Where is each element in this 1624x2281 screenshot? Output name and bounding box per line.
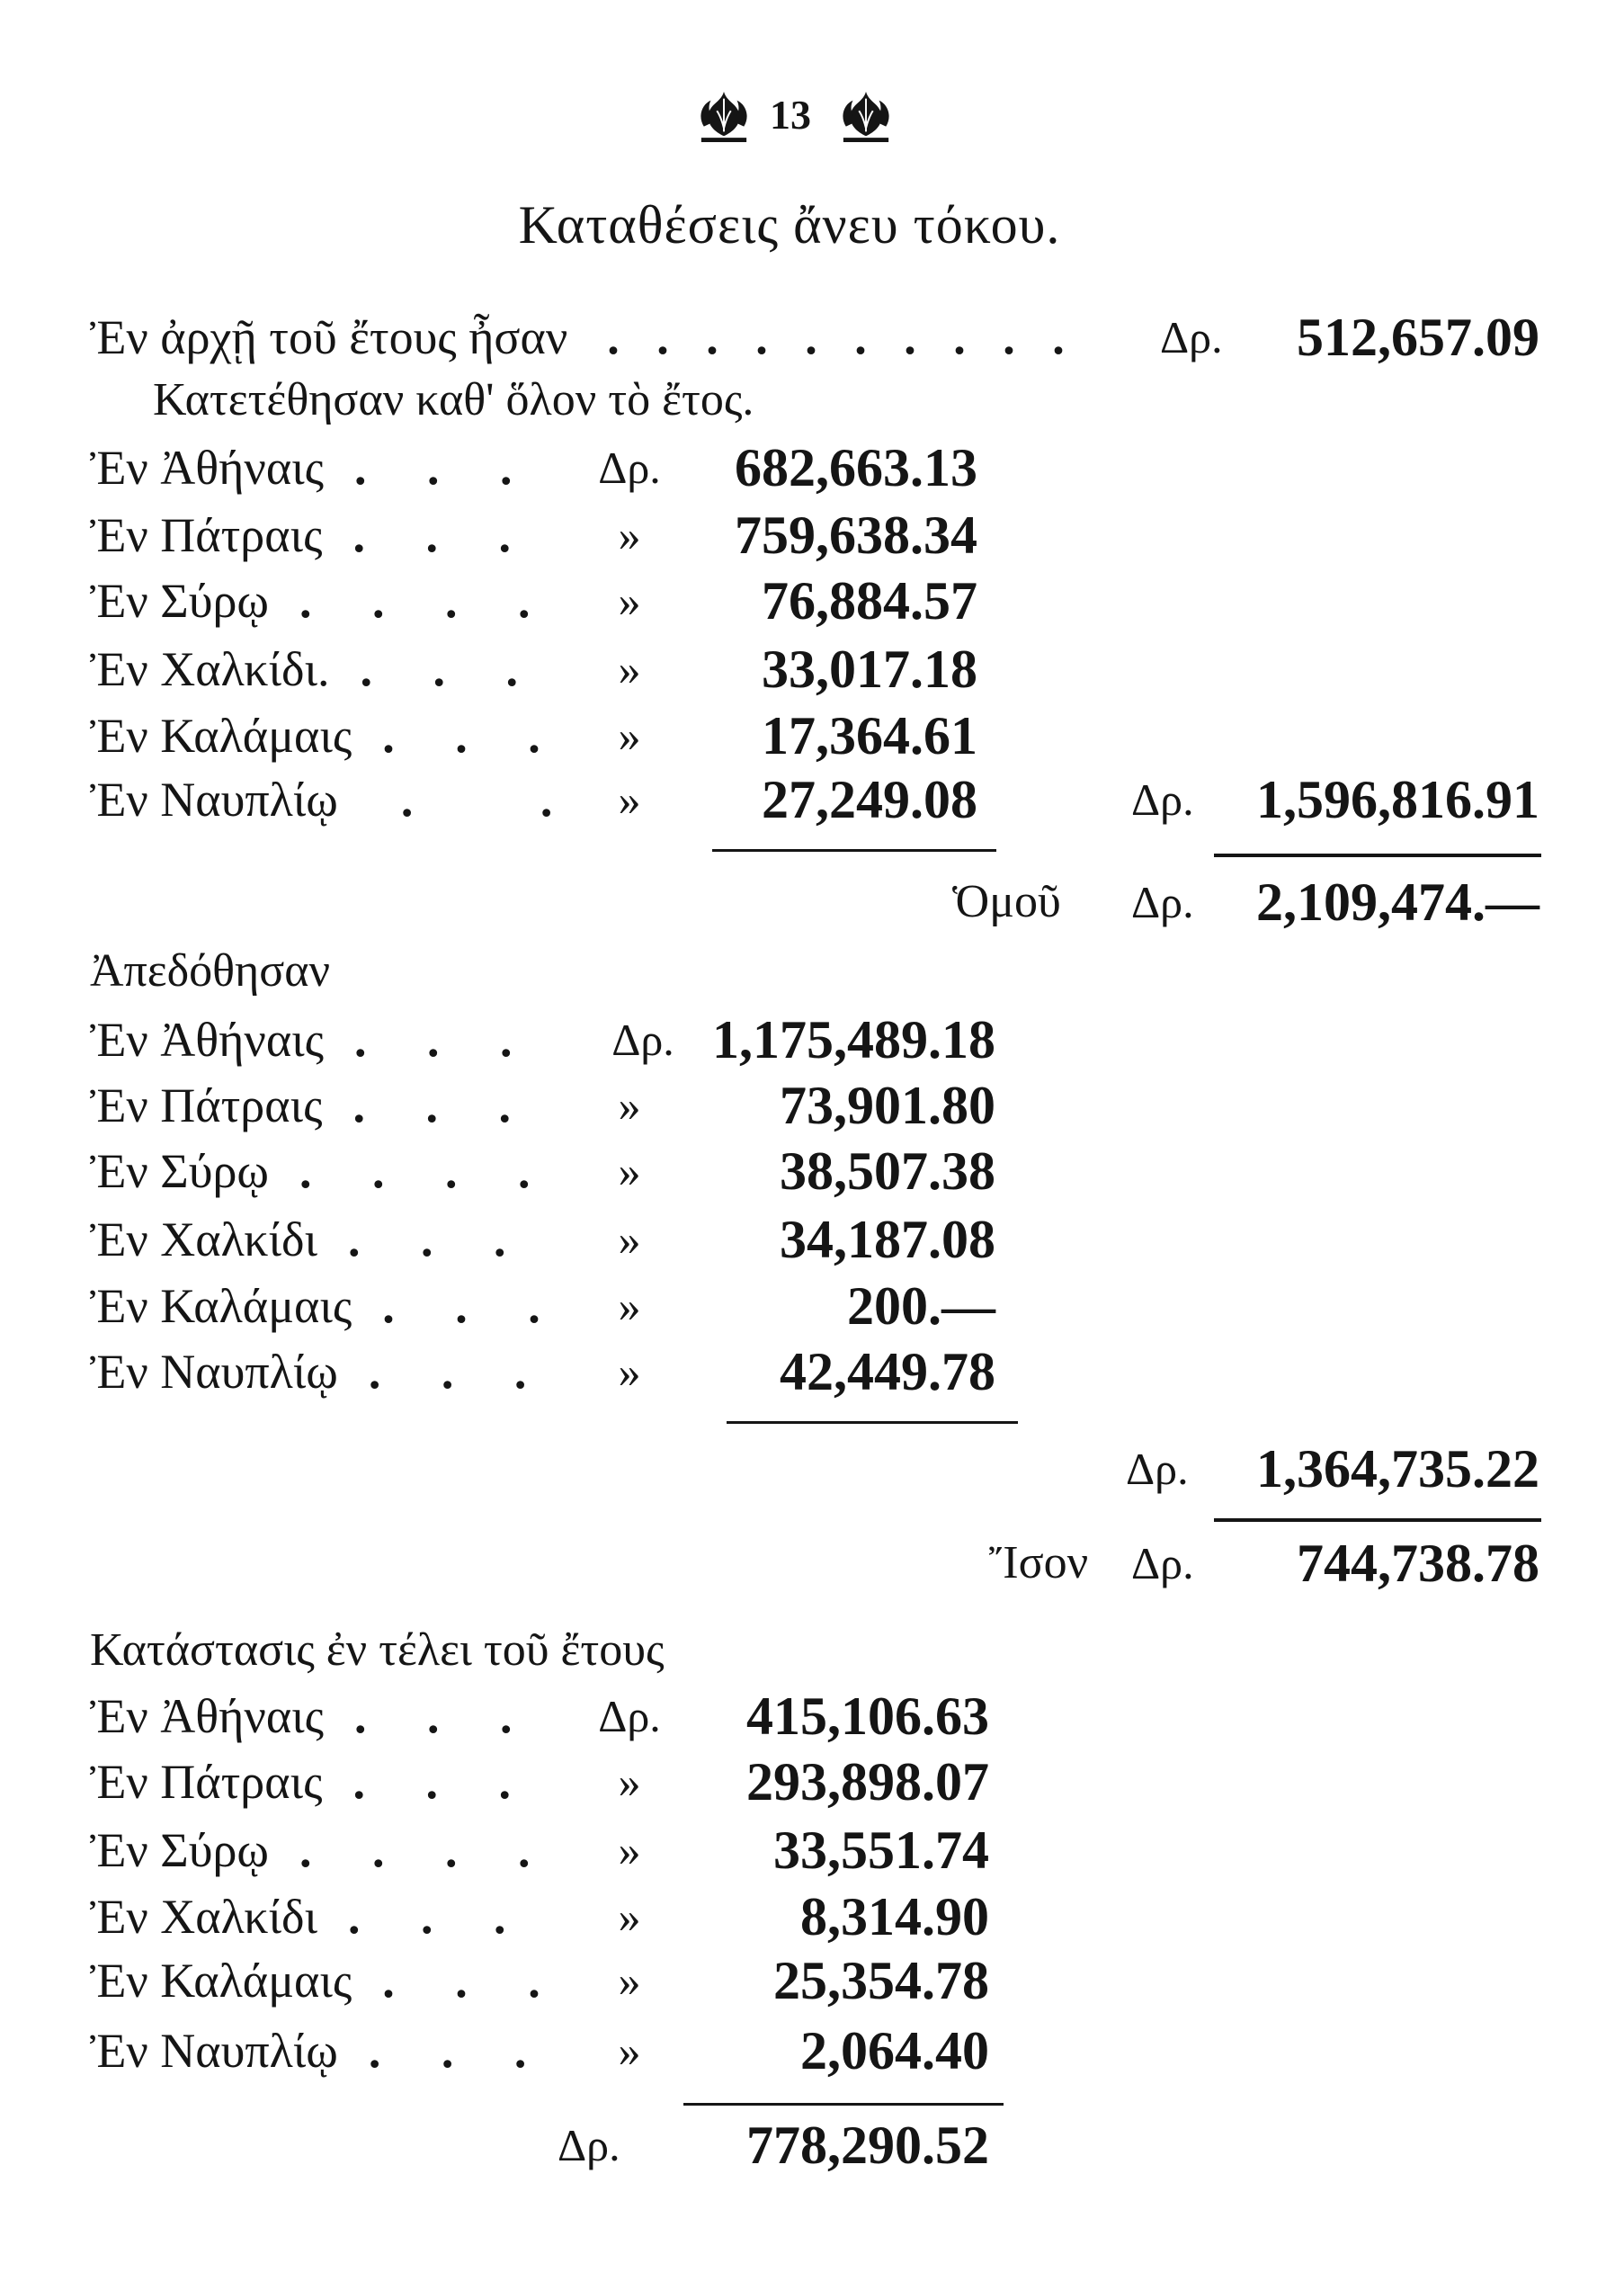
row-label: Ἐν Ἀθήναις (90, 441, 325, 495)
currency-mark: » (618, 644, 641, 694)
row-label: Ἐν Σύρῳ (90, 1823, 269, 1877)
currency-mark: » (618, 510, 641, 560)
dot-leader: . . . . . . . . . . (607, 310, 1072, 364)
currency-mark: Δρ. (1131, 877, 1194, 927)
page-title: Καταθέσεις ἄνευ τόκου. (518, 195, 1061, 255)
dot-leader: . . . . (299, 574, 543, 628)
row-label-group (90, 768, 565, 831)
fleuron-left-graphic (698, 87, 750, 145)
row-label: Ἐν Ναυπλίῳ (90, 773, 338, 827)
row-label-group (90, 638, 531, 701)
together-row (0, 871, 1624, 934)
row-label-group (90, 1885, 519, 1948)
amount: 2,064.40 (800, 2021, 989, 2080)
currency-mark: » (618, 1825, 641, 1875)
closing-heading: Κατάστασις ἐν τέλει τοῦ ἔτους (90, 1624, 665, 1676)
deposit-row (0, 638, 1624, 701)
deposits-sum-rule (712, 849, 996, 852)
row-label-group (90, 569, 542, 632)
row-label-group (90, 1340, 539, 1403)
equal-label: Ἴσον (989, 1537, 1089, 1588)
row-label: Ἐν Καλάμαις (90, 1279, 352, 1333)
row-label: Ἐν Καλάμαις (90, 1954, 352, 2008)
amount: 512,657.09 (1297, 308, 1539, 367)
together-amount: 2,109,474.— (1256, 872, 1539, 932)
amount: 34,187.08 (780, 1210, 995, 1269)
amount: 73,901.80 (780, 1076, 995, 1135)
dot-leader: . . . (368, 1345, 540, 1399)
row-label: Ἐν Ἀθήναις (90, 1013, 325, 1067)
amount: 76,884.57 (762, 571, 977, 631)
closing-row (0, 1685, 1624, 1748)
currency-mark: Δρ. (611, 1015, 674, 1065)
fleuron-right-graphic (840, 87, 892, 145)
row-label-group (90, 1140, 542, 1203)
currency-mark: » (618, 711, 641, 761)
withdrawals-sum-rule (727, 1421, 1018, 1424)
closing-total-row (0, 2114, 1624, 2177)
dot-leader: . . . (352, 508, 523, 562)
row-label: Ἐν Πάτραις (90, 1078, 323, 1132)
currency-mark: Δρ. (1126, 1444, 1189, 1494)
row-label: Ἐν Ναυπλίῳ (90, 2024, 338, 2078)
dot-leader: . . . (354, 1013, 525, 1067)
equal-amount: 744,738.78 (1297, 1534, 1539, 1593)
row-label-group (90, 1949, 553, 2012)
row-label-group (90, 2019, 539, 2082)
amount: 33,551.74 (773, 1820, 989, 1880)
amount: 682,663.13 (735, 438, 977, 497)
currency-mark: » (618, 1892, 641, 1942)
fleuron-icon (698, 87, 750, 145)
dot-leader: . . . (354, 1689, 525, 1743)
dot-leader: . . . (368, 2024, 540, 2078)
amount: 25,354.78 (773, 1951, 989, 2010)
currency-mark: » (618, 1080, 641, 1131)
deposit-row (0, 436, 1624, 499)
dot-leader: . . . (382, 1279, 553, 1333)
row-label-group (90, 436, 525, 499)
row-label-group (90, 1275, 553, 1337)
amount: 17,364.61 (762, 706, 977, 765)
currency-mark: » (618, 1214, 641, 1265)
withdrawals-total-row (0, 1437, 1624, 1500)
withdrawal-row (0, 1208, 1624, 1271)
currency-mark: » (618, 1346, 641, 1397)
amount: 27,249.08 (762, 770, 977, 829)
withdrawals-total-amount: 1,364,735.22 (1256, 1439, 1539, 1498)
amount: 38,507.38 (780, 1141, 995, 1201)
withdrawals-heading: Ἀπεδόθησαν (90, 945, 331, 997)
row-label: Ἐν Σύρῳ (90, 1144, 269, 1198)
closing-row (0, 1949, 1624, 2012)
dot-leader: . . . (352, 1755, 523, 1809)
amount: 8,314.90 (800, 1887, 989, 1946)
amount: 42,449.78 (780, 1342, 995, 1401)
dot-leader: . . (400, 773, 566, 827)
row-label-group (90, 1685, 525, 1748)
dot-leader: . . . . (299, 1823, 543, 1877)
amount: 33,017.18 (762, 640, 977, 699)
equal-row (0, 1532, 1624, 1595)
fleuron-icon (840, 87, 892, 145)
withdrawal-row (0, 1074, 1624, 1137)
row-label: Ἐν Πάτραις (90, 1755, 323, 1809)
dot-leader: . . . (382, 1954, 553, 2008)
row-label-group (90, 1074, 523, 1137)
withdrawal-row (0, 1275, 1624, 1337)
amount: 200.— (847, 1276, 995, 1336)
deposit-row (0, 504, 1624, 567)
deposits-total-amount: 1,596,816.91 (1256, 770, 1539, 829)
withdrawal-row (0, 1008, 1624, 1071)
closing-row (0, 2019, 1624, 2082)
deposits-total-rule (1214, 854, 1541, 857)
closing-row (0, 1819, 1624, 1882)
dot-leader: . . . . (299, 1144, 543, 1198)
currency-mark: » (618, 1281, 641, 1331)
currency-mark: » (618, 1757, 641, 1807)
closing-total-amount: 778,290.52 (746, 2116, 989, 2175)
currency-mark: Δρ. (1160, 312, 1223, 362)
currency-mark: Δρ. (1131, 1538, 1194, 1588)
currency-mark: » (618, 576, 641, 626)
closing-row (0, 1885, 1624, 1948)
currency-mark: Δρ. (558, 2120, 620, 2170)
opening-balance-row (0, 306, 1624, 369)
together-label: Ὁμοῦ (952, 876, 1061, 927)
row-label: Ἐν Ἀθήναις (90, 1689, 325, 1743)
currency-mark: Δρ. (598, 1691, 661, 1741)
dot-leader: . . . (354, 441, 525, 495)
withdrawals-total-rule (1214, 1518, 1541, 1522)
row-label: Ἐν Χαλκίδι (90, 1212, 318, 1266)
withdrawal-row (0, 1340, 1624, 1403)
row-label: Ἐν ἀρχῇ τοῦ ἔτους ἦσαν (90, 310, 568, 364)
row-label: Ἐν Ναυπλίῳ (90, 1345, 338, 1399)
row-label: Ἐν Χαλκίδι (90, 1890, 318, 1944)
dot-leader: . . . (348, 1890, 519, 1944)
deposits-total-currency: Δρ. (1131, 774, 1194, 825)
row-label-group (90, 704, 553, 767)
currency-mark: Δρ. (598, 443, 661, 493)
dot-leader: . . . (382, 709, 553, 763)
row-label: Ἐν Σύρῳ (90, 574, 269, 628)
row-label-group (90, 1750, 523, 1813)
row-label-group (90, 1819, 542, 1882)
deposit-row (0, 768, 1624, 831)
row-label-group (90, 1008, 525, 1071)
row-label: Ἐν Χαλκίδι. (90, 642, 330, 696)
closing-row (0, 1750, 1624, 1813)
page-number: 13 (770, 92, 811, 138)
dot-leader: . . . (348, 1212, 519, 1266)
deposit-row (0, 704, 1624, 767)
row-label: Ἐν Πάτραις (90, 508, 323, 562)
deposit-row (0, 569, 1624, 632)
closing-sum-rule (683, 2103, 1004, 2106)
withdrawal-row (0, 1140, 1624, 1203)
row-label-group (90, 1208, 519, 1271)
currency-mark: » (618, 774, 641, 825)
amount: 293,898.07 (746, 1752, 989, 1811)
amount: 1,175,489.18 (712, 1010, 995, 1069)
row-label-group (90, 504, 523, 567)
deposits-heading: Κατετέθησαν καθ' ὅλον τὸ ἔτος. (153, 374, 754, 425)
currency-mark: » (618, 1955, 641, 2006)
row-label: Ἐν Καλάμαις (90, 709, 352, 763)
dot-leader: . . . (352, 1078, 523, 1132)
amount: 759,638.34 (735, 505, 977, 565)
currency-mark: » (618, 2026, 641, 2076)
row-label-group (90, 306, 1072, 369)
currency-mark: » (618, 1146, 641, 1196)
dot-leader: . . . (360, 642, 531, 696)
amount: 415,106.63 (746, 1686, 989, 1746)
